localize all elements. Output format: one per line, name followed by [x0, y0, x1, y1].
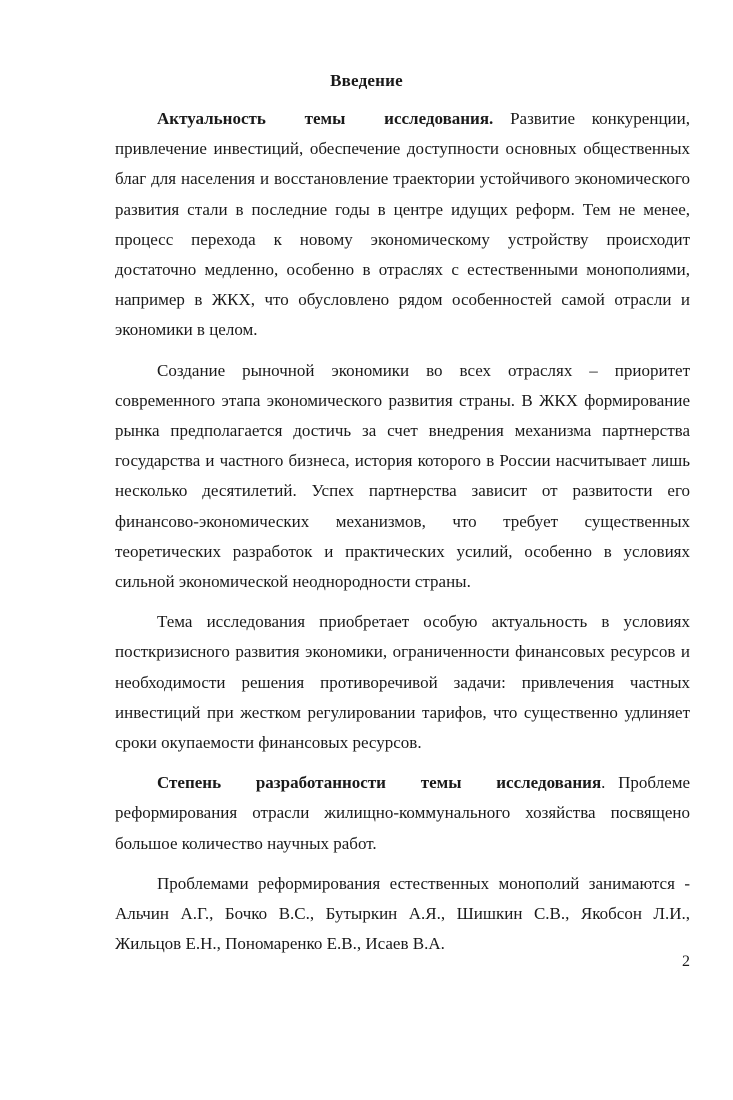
- document-body: [115, 104, 690, 959]
- page-number: 2: [682, 953, 690, 970]
- paragraph-relevance: [115, 104, 690, 346]
- section-heading: Введение: [330, 71, 403, 90]
- paragraph-researchers: [115, 869, 690, 960]
- paragraph-text: Создание рыночной экономики во всех отраслях – приоритет современного этапа экономического развития страны. В ЖКХ формирование рынка предполагается достичь за счет внедрения механизма партнерства государства и частного бизнеса, история которого в России насчитывает лишь несколько десятилетий. Успех партнерства зависит от развитости его финансово-экономических механизмов, что требует существенных теоретических разработок и практических усилий, особенно в условиях сильной экономической неоднородности страны.: [115, 360, 690, 592]
- paragraph-lead: Актуальность темы исследования.: [157, 109, 494, 128]
- paragraph-text: Развитие конкуренции, привлечение инвестиций, обеспечение доступности основных общественных благ для населения и восстановление траектории устойчивого экономического развития стали в последние годы в центре идущих реформ. Тем не менее, процесс перехода к новому экономическому устройству происходит достаточно медленно, особенно в отраслях с естественными монополиями, например в ЖКХ, что обусловлено рядом особенностей самой отрасли и экономики в целом.: [115, 109, 690, 340]
- paragraph-topic-relevance: [115, 607, 690, 758]
- paragraph-lead: Степень разработанности темы исследования: [157, 773, 602, 793]
- paragraph-text: Проблемами реформирования естественных монополий занимаются - Альчин А.Г., Бочко В.С., Бутыркин А.Я., Шишкин С.В., Якобсон Л.И., Жильцов Е.Н., Пономаренко Е.В., Исаев В.А.: [115, 873, 690, 954]
- paragraph-degree-of-development: [115, 768, 690, 859]
- paragraph-market-economy: [115, 356, 690, 598]
- paragraph-text: . Проблеме реформирования отрасли жилищно-коммунального хозяйства посвящено большое количество научных работ.: [115, 773, 690, 853]
- paragraph-text: Тема исследования приобретает особую актуальность в условиях посткризисного развития экономики, ограниченности финансовых ресурсов и необходимости решения противоречивой задачи: привлечения частных инвестиций при жестком регулировании тарифов, что существенно удлиняет сроки окупаемости финансовых ресурсов.: [115, 612, 690, 753]
